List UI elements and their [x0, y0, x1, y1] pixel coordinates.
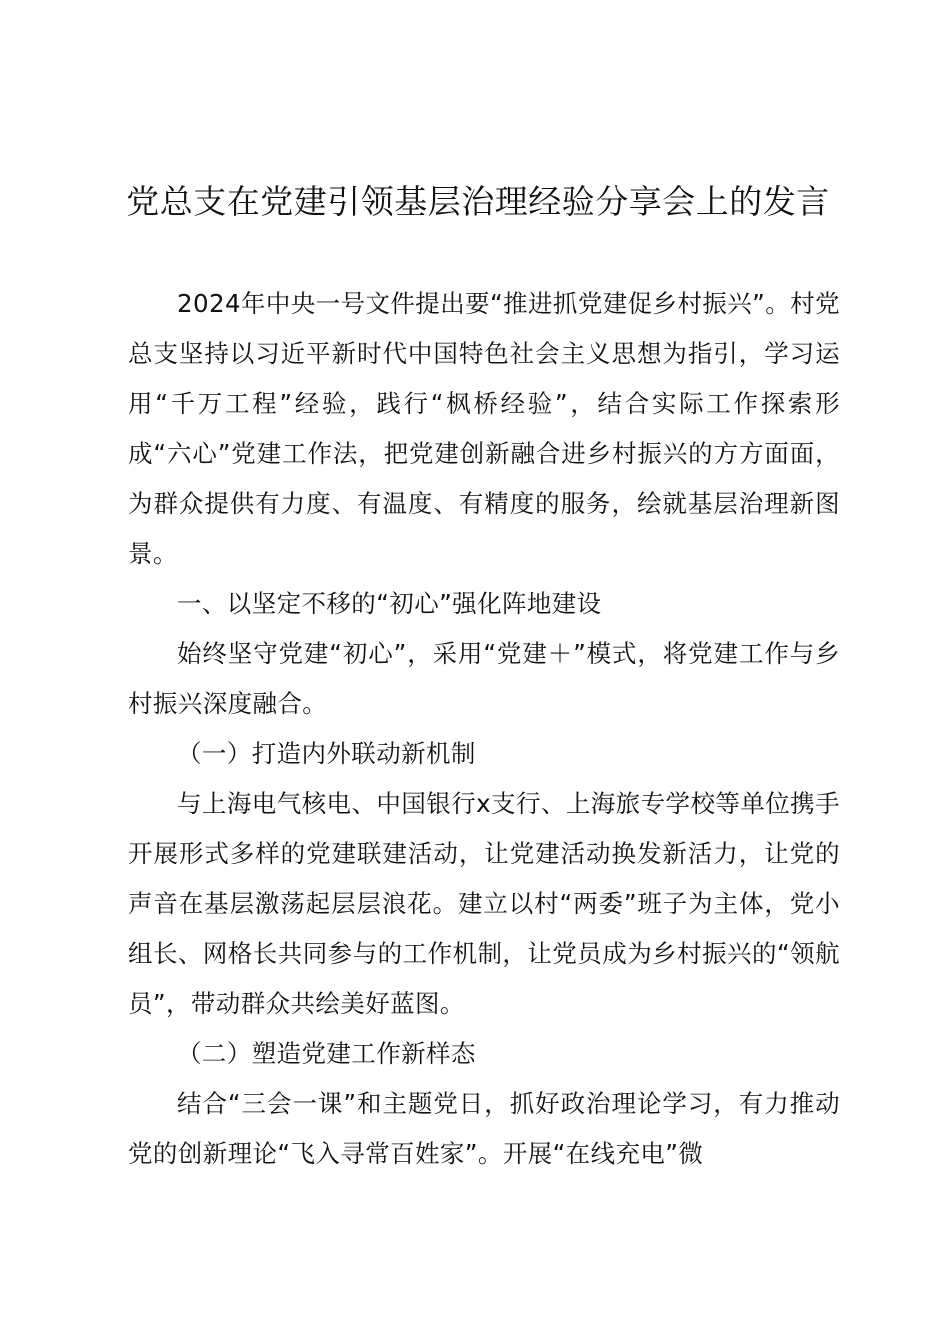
document-title: 党总支在党建引领基层治理经验分享会上的发言	[126, 182, 830, 221]
subsection-1-paragraph: 与上海电气核电、中国银行x支行、上海旅专学校等单位携手开展形式多样的党建联建活动，让党建活动换发新活力，让党的声音在基层激荡起层层浪花。建立以村“两委”班子为主体，党小组长、网格长共同参与的工作机制，让党员成为乡村振兴的“领航员”，带动群众共绘美好蓝图。	[128, 789, 840, 1018]
subsection-heading-1: （一）打造内外联动新机制	[177, 739, 476, 768]
section-1-paragraph: 始终坚守党建“初心”，采用“党建＋”模式，将党建工作与乡村振兴深度融合。	[128, 639, 840, 718]
section-heading-1: 一、以坚定不移的“初心”强化阵地建设	[177, 589, 602, 618]
document-body	[128, 279, 840, 1179]
subsection-heading-2: （二）塑造党建工作新样态	[177, 1039, 476, 1068]
subsection-2-paragraph: 结合“三会一课”和主题党日，抓好政治理论学习，有力推动党的创新理论“飞入寻常百姓家”。开展“在线充电”微	[128, 1089, 840, 1168]
intro-paragraph: 2024年中央一号文件提出要“推进抓党建促乡村振兴”。村党总支坚持以习近平新时代中国特色社会主义思想为指引，学习运用“千万工程”经验，践行“枫桥经验”，结合实际工作探索形成“六心”党建工作法，把党建创新融合进乡村振兴的方方面面，为群众提供有力度、有温度、有精度的服务，绘就基层治理新图景。	[128, 289, 840, 568]
